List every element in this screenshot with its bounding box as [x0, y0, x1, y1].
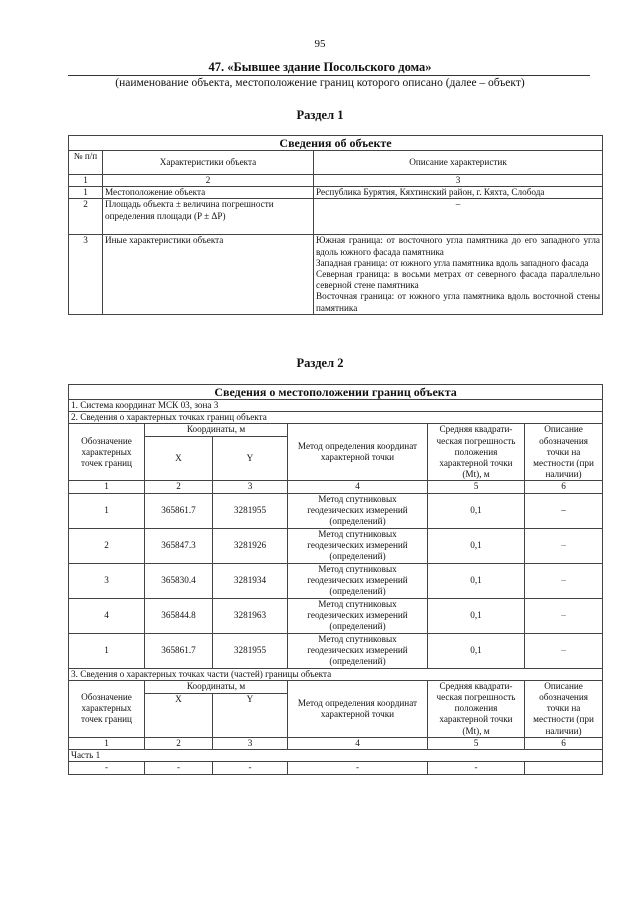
point-y: 3281934: [213, 563, 288, 598]
point-error: 0,1: [428, 633, 525, 668]
part-cell: -: [145, 762, 213, 775]
part-cell: -: [428, 762, 525, 775]
index-cell: 6: [525, 481, 603, 493]
header-coords: Координаты, м: [145, 424, 288, 437]
row-num: 2: [69, 199, 103, 235]
point-method: Метод спутниковых геодезических измерений (определений): [288, 633, 428, 668]
table-row: [69, 762, 603, 775]
index-cell: 4: [288, 481, 428, 493]
row-characteristic: Местоположение объекта: [103, 187, 314, 199]
header-x: X: [145, 437, 213, 481]
south-boundary: Южная граница: от восточного угла памятника до его западного угла вдоль южного фасада памятника: [316, 235, 601, 257]
index-cell: 3: [314, 175, 603, 187]
table-row: [69, 598, 603, 633]
parts-header-coords: Координаты, м: [145, 680, 288, 693]
north-boundary: Северная граница: в восьми метрах от северного фасада параллельно северной стене памятника: [316, 269, 601, 291]
boundary-table: [68, 384, 603, 775]
point-x: 365861.7: [145, 493, 213, 528]
row-description: [314, 235, 603, 314]
table-row: [69, 563, 603, 598]
point-desc: –: [525, 493, 603, 528]
object-title: 47. «Бывшее здание Посольского дома»: [208, 60, 432, 74]
header-description: Описание характеристик: [314, 151, 603, 175]
point-id: 4: [69, 598, 145, 633]
index-cell: 2: [145, 737, 213, 749]
point-desc: –: [525, 563, 603, 598]
point-id: 2: [69, 528, 145, 563]
point-id: 3: [69, 563, 145, 598]
index-cell: 5: [428, 481, 525, 493]
index-cell: 5: [428, 737, 525, 749]
part-cell: -: [213, 762, 288, 775]
point-error: 0,1: [428, 563, 525, 598]
parts-header-error: Средняя квадрати- ческая погрешность положения характерной точки (Mt), м: [428, 680, 525, 737]
index-cell: 4: [288, 737, 428, 749]
table-row: [69, 199, 603, 235]
index-cell: 3: [213, 737, 288, 749]
header-method: Метод определения координат характерной точки: [288, 424, 428, 481]
row-characteristic: Иные характеристики объекта: [103, 235, 314, 314]
table-row: [69, 528, 603, 563]
header-error: Средняя квадрати- ческая погрешность положения характерной точки (Mt), м: [428, 424, 525, 481]
parts-header-x: X: [145, 693, 213, 737]
point-id: 1: [69, 493, 145, 528]
header-characteristics: Характеристики объекта: [103, 151, 314, 175]
section-1-heading: Раздел 1: [296, 108, 344, 122]
part-cell: [525, 762, 603, 775]
title-underline: [68, 75, 590, 76]
index-cell: 1: [69, 175, 103, 187]
table-row: [69, 187, 603, 199]
section-2-heading: Раздел 2: [296, 356, 344, 370]
point-x: 365861.7: [145, 633, 213, 668]
point-desc: –: [525, 598, 603, 633]
parts-heading: 3. Сведения о характерных точках части (частей) границы объекта: [69, 668, 603, 680]
point-method: Метод спутниковых геодезических измерений (определений): [288, 598, 428, 633]
part-cell: -: [69, 762, 145, 775]
object-info-title: Сведения об объекте: [69, 136, 603, 151]
header-y: Y: [213, 437, 288, 481]
point-id: 1: [69, 633, 145, 668]
row-description: –: [314, 199, 603, 235]
table-row: [69, 493, 603, 528]
object-info-table: [68, 135, 603, 315]
point-error: 0,1: [428, 598, 525, 633]
object-subtitle: (наименование объекта, местоположение границ которого описано (далее – объект): [115, 77, 525, 89]
point-x: 365830.4: [145, 563, 213, 598]
point-method: Метод спутниковых геодезических измерений (определений): [288, 493, 428, 528]
parts-header-point: Обозначение характерных точек границ: [69, 680, 145, 737]
point-y: 3281955: [213, 633, 288, 668]
table-row: [69, 633, 603, 668]
point-error: 0,1: [428, 528, 525, 563]
index-cell: 3: [213, 481, 288, 493]
east-boundary: Восточная граница: от южного угла памятника вдоль восточной стены памятника: [316, 291, 601, 313]
row-num: 1: [69, 187, 103, 199]
points-heading: 2. Сведения о характерных точках границ объекта: [69, 412, 603, 424]
table-row: [69, 235, 603, 314]
point-desc: –: [525, 528, 603, 563]
index-cell: 2: [103, 175, 314, 187]
point-desc: –: [525, 633, 603, 668]
part-label: Часть 1: [69, 750, 603, 762]
point-y: 3281926: [213, 528, 288, 563]
parts-header-y: Y: [213, 693, 288, 737]
point-method: Метод спутниковых геодезических измерений (определений): [288, 563, 428, 598]
point-y: 3281963: [213, 598, 288, 633]
point-x: 365844.8: [145, 598, 213, 633]
point-x: 365847.3: [145, 528, 213, 563]
index-cell: 6: [525, 737, 603, 749]
header-point: Обозначение характерных точек границ: [69, 424, 145, 481]
west-boundary: Западная граница: от южного угла памятника вдоль западного фасада: [316, 257, 589, 268]
boundary-title: Сведения о местоположении границ объекта: [69, 385, 603, 400]
row-description: Республика Бурятия, Кяхтинский район, г. Кяхта, Слобода: [314, 187, 603, 199]
point-y: 3281955: [213, 493, 288, 528]
index-cell: 1: [69, 737, 145, 749]
point-error: 0,1: [428, 493, 525, 528]
page-number: 95: [314, 38, 326, 50]
parts-header-desc: Описание обозначения точки на местности (при наличии): [525, 680, 603, 737]
row-characteristic: Площадь объекта ± величина погрешности определения площади (P ± ΔP): [103, 199, 314, 235]
row-num: 3: [69, 235, 103, 314]
coord-system: 1. Система координат МСК 03, зона 3: [69, 400, 603, 412]
point-method: Метод спутниковых геодезических измерений (определений): [288, 528, 428, 563]
header-desc: Описание обозначения точки на местности (при наличии): [525, 424, 603, 481]
parts-header-method: Метод определения координат характерной точки: [288, 680, 428, 737]
index-cell: 1: [69, 481, 145, 493]
header-num: № п/п: [69, 151, 103, 175]
index-cell: 2: [145, 481, 213, 493]
part-cell: -: [288, 762, 428, 775]
